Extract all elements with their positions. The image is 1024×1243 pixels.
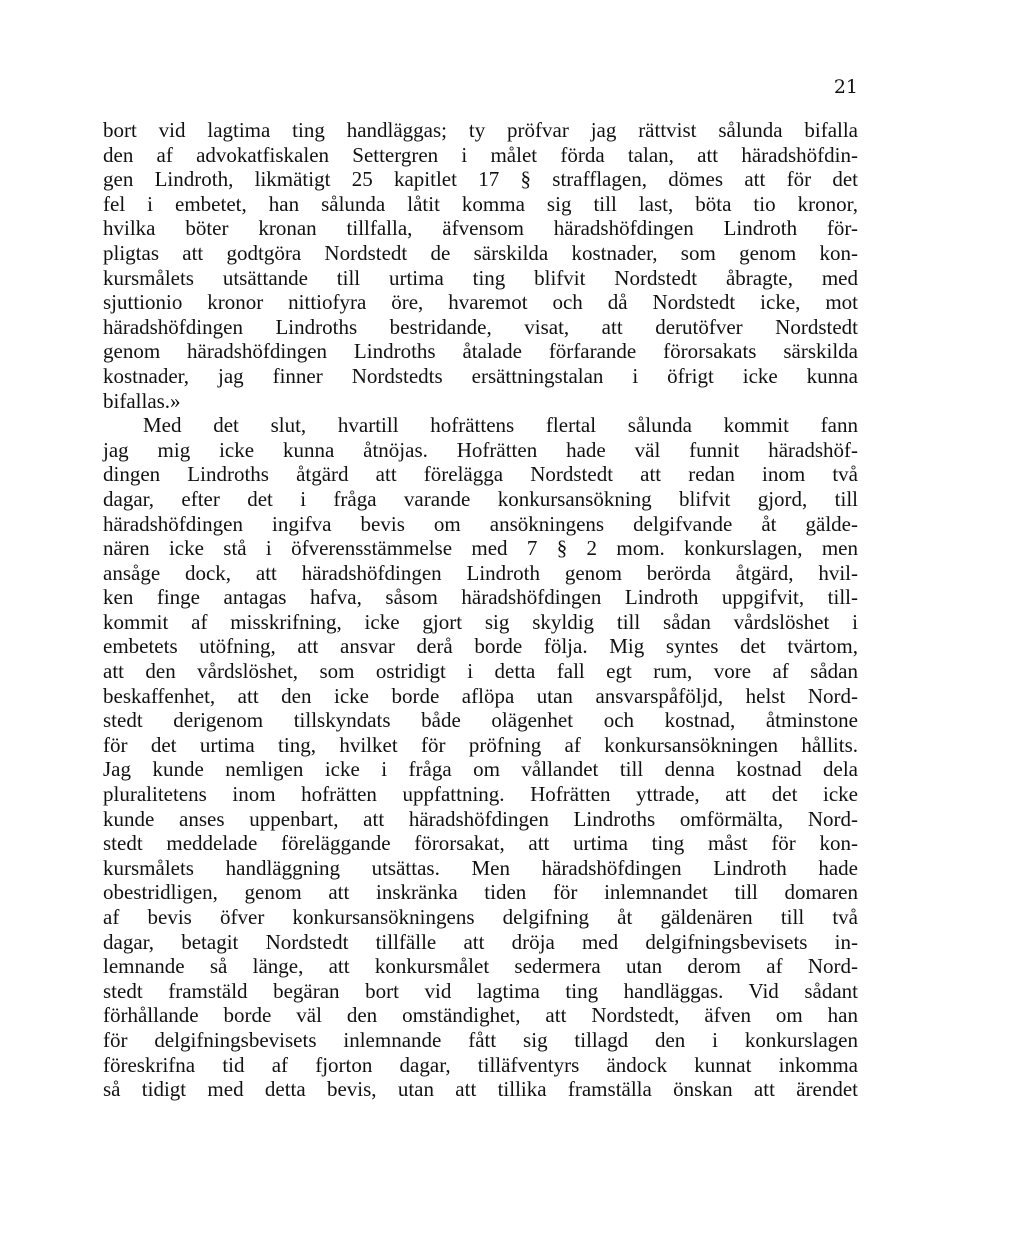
text-line: gen Lindroth, likmätigt 25 kapitlet 17 § strafflagen, dömes att för det (103, 167, 858, 192)
text-line: sjuttionio kronor nittiofyra öre, hvaremot och då Nordstedt icke, mot (103, 290, 858, 315)
text-line: stedt meddelade föreläggande förorsakat, att urtima ting måst för kon- (103, 831, 858, 856)
text-line: stedt framstäld begäran bort vid lagtima ting handläggas. Vid sådant (103, 978, 858, 1003)
text-line: den af advokatfiskalen Settergren i målet förda talan, att häradshöfdin- (103, 142, 858, 167)
text-line: kommit af misskrifning, icke gjort sig skyldig till sådan vårdslöshet i (103, 609, 858, 634)
text-line: kursmålets utsättande till urtima ting blifvit Nordstedt åbragte, med (103, 265, 858, 290)
text-line: kunde anses uppenbart, att häradshöfdingen Lindroths omförmälta, Nord- (103, 806, 858, 831)
text-line: Med det slut, hvartill hofrättens flertal sålunda kommit fann (143, 413, 858, 438)
text-line: af bevis öfver konkursansökningens delgifning åt gäldenären till två (103, 905, 858, 929)
text-line: embetets utöfning, att ansvar derå borde följa. Mig syntes det tvärtom, (103, 634, 858, 659)
text-line: nären icke stå i öfverensstämmelse med 7 § 2 mom. konkurslagen, men (103, 536, 858, 561)
text-line: häradshöfdingen Lindroths bestridande, visat, att derutöfver Nordstedt (103, 314, 858, 339)
text-line: bort vid lagtima ting handläggas; ty pröfvar jag rättvist sålunda bifalla (103, 118, 858, 142)
text-line: lemnande så länge, att konkursmålet sedermera utan derom af Nord- (103, 954, 858, 979)
text-line: Jag kunde nemligen icke i fråga om vållandet till denna kostnad dela (103, 757, 858, 782)
text-line: beskaffenhet, att den icke borde aflöpa utan ansvarspåföljd, helst Nord- (103, 683, 858, 708)
text-line: ansåge dock, att häradshöfdingen Lindroth genom berörda åtgärd, hvil- (103, 560, 858, 585)
text-line: dagar, betagit Nordstedt tillfälle att dröja med delgifningsbevisets in- (103, 929, 858, 954)
text-line: ken finge antagas hafva, såsom häradshöfdingen Lindroth uppgifvit, till- (103, 585, 858, 610)
text-line: obestridligen, genom att inskränka tiden för inlemnandet till domaren (103, 880, 858, 905)
text-line: jag mig icke kunna åtnöjas. Hofrätten hade väl funnit häradshöf- (103, 437, 858, 462)
text-line: dagar, efter det i fråga varande konkursansökning blifvit gjord, till (103, 486, 858, 511)
text-line: pligtas att godtgöra Nordstedt de särskilda kostnader, som genom kon- (103, 240, 858, 265)
text-line: pluralitetens inom hofrätten uppfattning. Hofrätten yttrade, att det icke (103, 782, 858, 807)
text-line: dingen Lindroths åtgärd att förelägga Nordstedt att redan inom två (103, 462, 858, 487)
text-line: häradshöfdingen ingifva bevis om ansökningens delgifvande åt gälde- (103, 511, 858, 536)
text-line: fel i embetet, han sålunda låtit komma sig till last, böta tio kronor, (103, 191, 858, 216)
text-line: att den vårdslöshet, som ostridigt i detta fall egt rum, vore af sådan (103, 659, 858, 684)
text-line: för det urtima ting, hvilket för pröfning af konkursansökningen hållits. (103, 732, 858, 757)
text-line: hvilka böter kronan tillfalla, äfvensom häradshöfdingen Lindroth för- (103, 216, 858, 241)
body-text (103, 118, 858, 1102)
text-line: så tidigt med detta bevis, utan att tillika framställa önskan att ärendet (103, 1077, 858, 1102)
text-line: genom häradshöfdingen Lindroths åtalade förfarande förorsakats särskilda (103, 339, 858, 364)
text-line: kursmålets handläggning utsättas. Men häradshöfdingen Lindroth hade (103, 855, 858, 880)
text-line: förhållande borde väl den omständighet, att Nordstedt, äfven om han (103, 1003, 858, 1028)
text-line: för delgifningsbevisets inlemnande fått sig tillagd den i konkurslagen (103, 1027, 858, 1052)
text-line: bifallas.» (103, 388, 181, 413)
text-line: stedt derigenom tillskyndats både olägenhet och kostnad, åtminstone (103, 708, 858, 733)
text-line: kostnader, jag finner Nordstedts ersättningstalan i öfrigt icke kunna (103, 363, 858, 388)
text-line: föreskrifna tid af fjorton dagar, tilläfventyrs ändock kunnat inkomma (103, 1052, 858, 1077)
page-number: 21 (833, 76, 858, 98)
